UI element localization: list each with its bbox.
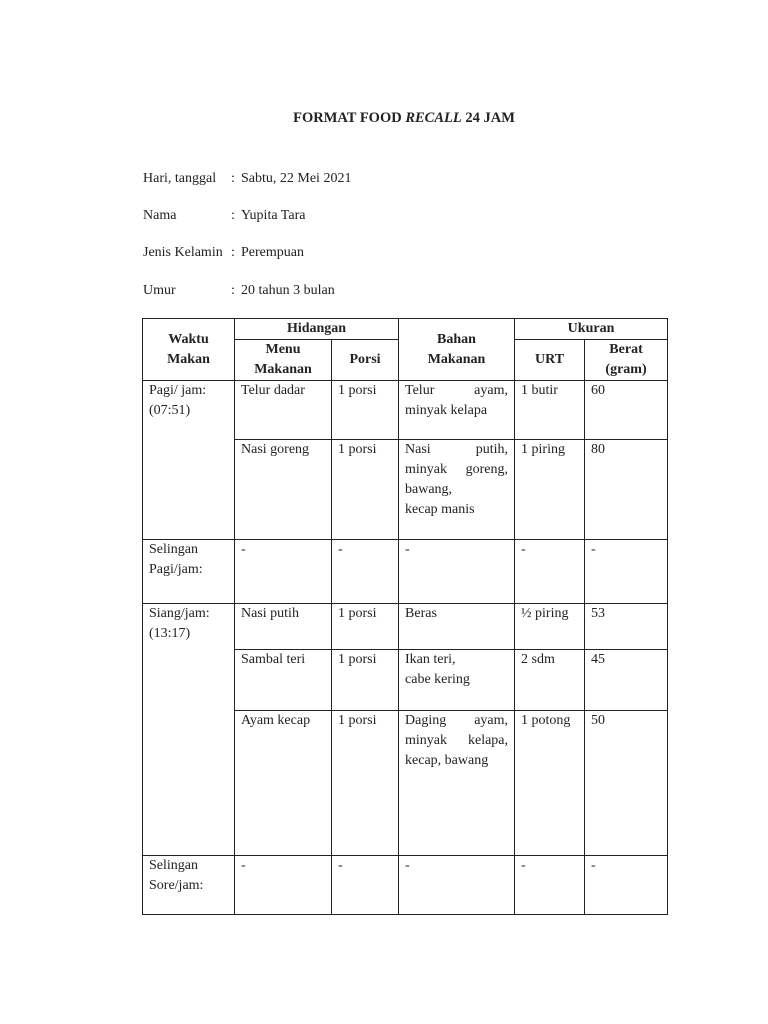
menu-cell: - (235, 540, 332, 604)
bahan-cell: Beras (399, 604, 515, 650)
porsi-cell: 1 porsi (332, 440, 399, 540)
porsi-cell: - (332, 540, 399, 604)
table-row (143, 540, 668, 604)
header-berat: Berat (gram) (585, 340, 668, 381)
menu-cell: Nasi goreng (235, 440, 332, 540)
title-suffix: 24 JAM (461, 110, 515, 126)
header-ukuran: Ukuran (515, 319, 668, 340)
info-label: Hari, tanggal (143, 171, 217, 186)
info-value: Yupita Tara (241, 208, 306, 223)
info-value: 20 tahun 3 bulan (241, 283, 335, 298)
menu-cell: Sambal teri (235, 650, 332, 711)
urt-cell: - (515, 856, 585, 915)
header-bahan-makanan: Bahan Makanan (399, 319, 515, 381)
info-label: Jenis Kelamin (143, 245, 223, 260)
berat-cell: 80 (585, 440, 668, 540)
header-hidangan: Hidangan (235, 319, 399, 340)
berat-cell: 53 (585, 604, 668, 650)
porsi-cell: 1 porsi (332, 381, 399, 440)
menu-cell: Nasi putih (235, 604, 332, 650)
berat-cell: - (585, 540, 668, 604)
table-row (143, 381, 668, 440)
menu-cell: Telur dadar (235, 381, 332, 440)
waktu-cell: Pagi/ jam: (07:51) (143, 381, 235, 540)
porsi-cell: 1 porsi (332, 650, 399, 711)
berat-cell: - (585, 856, 668, 915)
info-value: Sabtu, 22 Mei 2021 (241, 171, 352, 186)
urt-cell: 2 sdm (515, 650, 585, 711)
header-urt: URT (515, 340, 585, 381)
table-row (143, 604, 668, 650)
info-row-nama (143, 206, 305, 226)
header-menu-makanan: Menu Makanan (235, 340, 332, 381)
menu-cell: Ayam kecap (235, 711, 332, 856)
urt-cell: 1 butir (515, 381, 585, 440)
bahan-cell: - (399, 856, 515, 915)
info-value: Perempuan (241, 245, 304, 260)
info-colon: : (231, 208, 235, 223)
waktu-cell: Selingan Sore/jam: (143, 856, 235, 915)
title-italic: RECALL (405, 110, 462, 126)
info-label: Umur (143, 283, 176, 298)
berat-cell: 50 (585, 711, 668, 856)
bahan-cell: Nasi putih, minyak goreng, bawang, kecap manis (399, 440, 515, 540)
berat-cell: 60 (585, 381, 668, 440)
info-colon: : (231, 245, 235, 260)
bahan-cell: Daging ayam, minyak kelapa, kecap, bawang (399, 711, 515, 856)
menu-cell: - (235, 856, 332, 915)
urt-cell: ½ piring (515, 604, 585, 650)
bahan-cell: Telur ayam, minyak kelapa (399, 381, 515, 440)
info-colon: : (231, 171, 235, 186)
info-label: Nama (143, 208, 177, 223)
page-title (0, 110, 768, 127)
urt-cell: 1 potong (515, 711, 585, 856)
table-row (143, 856, 668, 915)
bahan-cell: - (399, 540, 515, 604)
porsi-cell: - (332, 856, 399, 915)
bahan-cell: Ikan teri, cabe kering (399, 650, 515, 711)
urt-cell: - (515, 540, 585, 604)
urt-cell: 1 piring (515, 440, 585, 540)
title-prefix: FORMAT FOOD (293, 110, 406, 126)
food-recall-table (142, 318, 668, 915)
info-row-umur (143, 281, 335, 301)
header-porsi: Porsi (332, 340, 399, 381)
waktu-cell: Siang/jam: (13:17) (143, 604, 235, 856)
waktu-cell: Selingan Pagi/jam: (143, 540, 235, 604)
info-colon: : (231, 283, 235, 298)
header-waktu-makan: Waktu Makan (143, 319, 235, 381)
info-row-jenis-kelamin (143, 243, 304, 263)
berat-cell: 45 (585, 650, 668, 711)
info-row-hari-tanggal (143, 169, 351, 189)
porsi-cell: 1 porsi (332, 604, 399, 650)
porsi-cell: 1 porsi (332, 711, 399, 856)
